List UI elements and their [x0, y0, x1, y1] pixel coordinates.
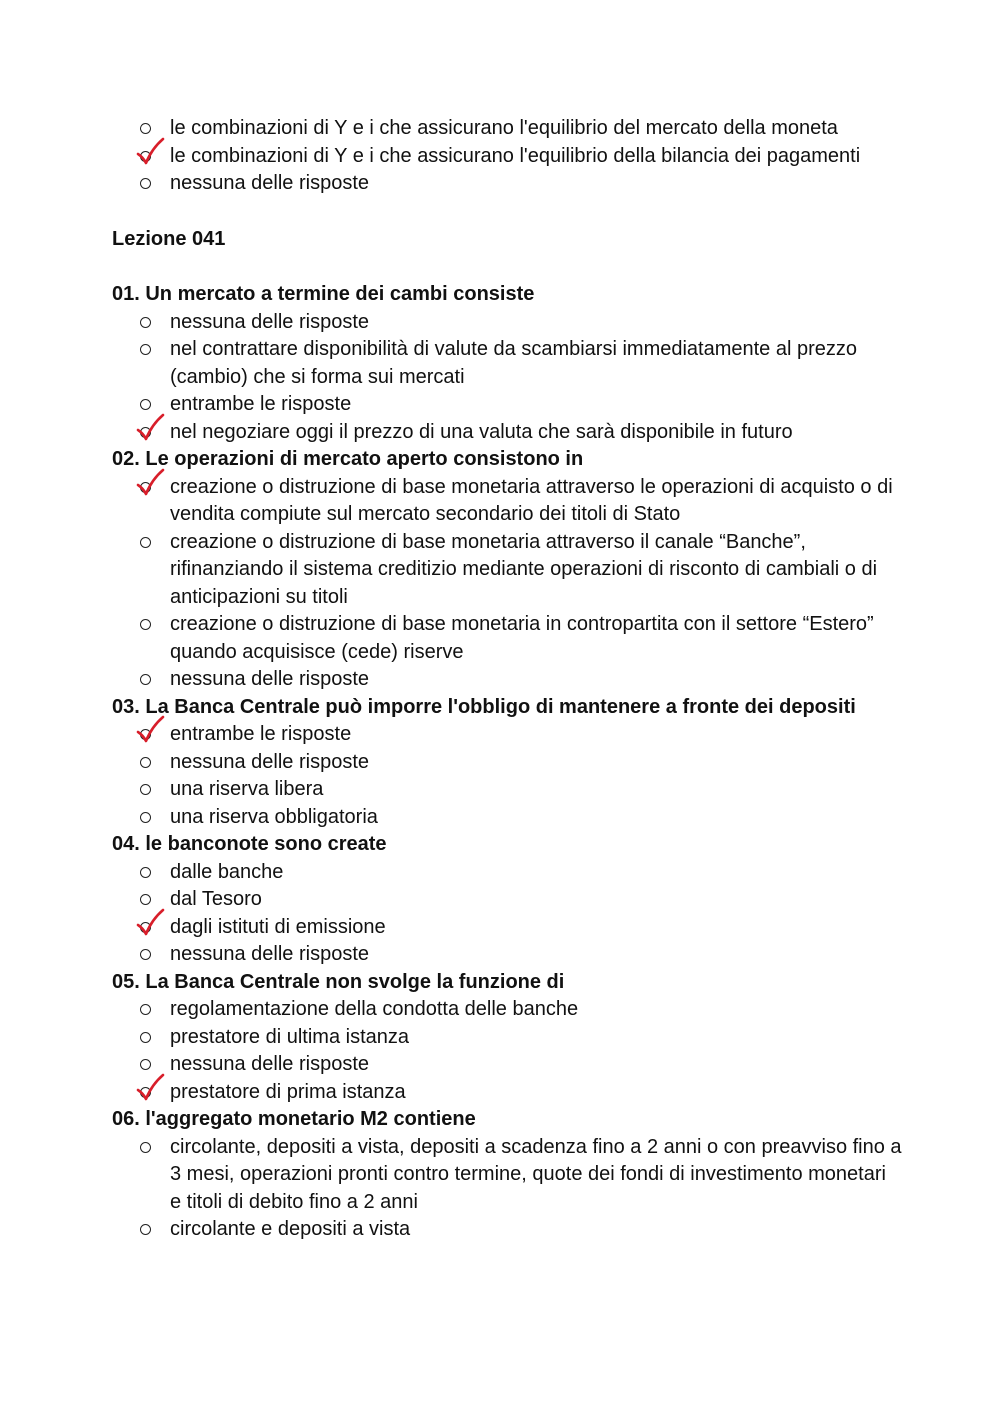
option-text: dagli istituti di emissione — [170, 915, 386, 938]
question-text: 06. l'aggregato monetario M2 contiene — [112, 1108, 476, 1130]
option-text: dal Tesoro — [170, 888, 262, 910]
option-text: le combinazioni di Y e i che assicurano l'equilibrio della bilancia dei pagamenti — [170, 144, 861, 167]
carryover-options — [112, 115, 902, 198]
question-block — [112, 281, 902, 446]
option-text: nel negoziare oggi il prezzo di una valuta che sarà disponibile in futuro — [170, 420, 793, 443]
answer-option — [112, 1134, 902, 1217]
answer-option — [112, 996, 902, 1024]
checkmark-icon — [136, 468, 166, 498]
checkmark-icon — [136, 908, 166, 938]
checkmark-icon — [136, 1073, 166, 1103]
question-block — [112, 446, 902, 694]
hollow-circle-bullet-icon — [140, 949, 151, 960]
question-text: 03. La Banca Centrale può imporre l'obbligo di mantenere a fronte dei depositi — [112, 695, 856, 718]
option-text: nessuna delle risposte — [170, 750, 370, 773]
answer-option — [112, 859, 902, 887]
option-text: nessuna delle risposte — [170, 943, 370, 965]
question-text: 04. le banconote sono create — [112, 833, 387, 855]
answer-option — [112, 776, 902, 804]
option-text: nessuna delle risposte — [170, 172, 370, 194]
option-text: nessuna delle risposte — [170, 668, 370, 690]
hollow-circle-bullet-icon — [140, 812, 151, 823]
lesson-title: Lezione 041 — [112, 227, 226, 250]
option-text: creazione o distruzione di base monetaria attraverso il canale “Banche”, rifinanziando il sistema creditizio mediante operazioni di risconto di cambiali o di anticipazioni su titoli — [170, 530, 878, 608]
hollow-circle-bullet-icon — [140, 674, 151, 685]
hollow-circle-bullet-icon — [140, 1032, 151, 1043]
answer-option — [112, 1024, 902, 1052]
answer-option — [112, 474, 902, 529]
option-text: creazione o distruzione di base monetaria in contropartita con il settore “Estero” quando acquisisce (cede) riserve — [170, 613, 874, 663]
option-text: entrambe le risposte — [170, 723, 352, 745]
hollow-circle-bullet-icon — [140, 619, 151, 630]
options-list — [112, 309, 902, 447]
hollow-circle-bullet-icon — [140, 344, 151, 355]
answer-option — [112, 529, 902, 612]
option-text: entrambe le risposte — [170, 393, 352, 415]
hollow-circle-bullet-icon — [140, 537, 151, 548]
checkmark-icon — [136, 413, 166, 443]
hollow-circle-bullet-icon — [140, 317, 151, 328]
hollow-circle-bullet-icon — [140, 757, 151, 768]
answer-option — [112, 611, 902, 666]
option-text: dalle banche — [170, 860, 284, 883]
answer-option — [112, 941, 902, 969]
options-list — [112, 859, 902, 969]
hollow-circle-bullet-icon — [140, 399, 151, 410]
hollow-circle-bullet-icon — [140, 1004, 151, 1015]
option-text: nessuna delle risposte — [170, 1053, 370, 1075]
question-block — [112, 1106, 902, 1244]
answer-option — [112, 1079, 902, 1107]
option-text: regolamentazione della condotta delle banche — [170, 998, 579, 1020]
answer-option — [112, 143, 902, 171]
question-text: 05. La Banca Centrale non svolge la funzione di — [112, 970, 565, 993]
answer-option — [112, 336, 902, 391]
hollow-circle-bullet-icon — [140, 784, 151, 795]
question-block — [112, 831, 902, 969]
options-list — [112, 474, 902, 694]
answer-option — [112, 749, 902, 777]
questions-list — [112, 281, 902, 1244]
answer-option — [112, 721, 902, 749]
hollow-circle-bullet-icon — [140, 867, 151, 878]
option-text: prestatore di prima istanza — [170, 1080, 406, 1103]
answer-option — [112, 666, 902, 694]
option-text: creazione o distruzione di base monetaria attraverso le operazioni di acquisto o di vendita compiute sul mercato secondario dei titoli di Stato — [170, 475, 893, 525]
question-block — [112, 969, 902, 1107]
options-list — [112, 996, 902, 1106]
options-list — [112, 721, 902, 831]
checkmark-icon — [136, 137, 166, 167]
answer-option — [112, 804, 902, 832]
hollow-circle-bullet-icon — [140, 123, 151, 134]
option-text: nessuna delle risposte — [170, 310, 370, 333]
answer-option — [112, 886, 902, 914]
options-list — [112, 1134, 902, 1244]
option-text: circolante, depositi a vista, depositi a scadenza fino a 2 anni o con preavviso fino a 3 mesi, operazioni pronti contro termine, quote dei fondi di investimento monetari e titoli di debito fino a 2 anni — [170, 1135, 902, 1213]
hollow-circle-bullet-icon — [140, 1142, 151, 1153]
hollow-circle-bullet-icon — [140, 894, 151, 905]
hollow-circle-bullet-icon — [140, 178, 151, 189]
answer-option — [112, 914, 902, 942]
option-text: una riserva obbligatoria — [170, 805, 378, 828]
option-text: prestatore di ultima istanza — [170, 1025, 410, 1048]
answer-option — [112, 419, 902, 447]
option-text: nel contrattare disponibilità di valute da scambiarsi immediatamente al prezzo (cambio) che si forma sui mercati — [170, 338, 858, 388]
hollow-circle-bullet-icon — [140, 1224, 151, 1235]
option-text: le combinazioni di Y e i che assicurano l'equilibrio del mercato della moneta — [170, 117, 838, 139]
answer-option — [112, 391, 902, 419]
answer-option — [112, 170, 902, 198]
checkmark-icon — [136, 715, 166, 745]
question-block — [112, 694, 902, 832]
document-content — [112, 115, 902, 1244]
option-text: una riserva libera — [170, 778, 324, 800]
answer-option — [112, 115, 902, 143]
question-text: 02. Le operazioni di mercato aperto consistono in — [112, 448, 584, 470]
answer-option — [112, 1051, 902, 1079]
question-text: 01. Un mercato a termine dei cambi consiste — [112, 283, 535, 305]
hollow-circle-bullet-icon — [140, 1059, 151, 1070]
answer-option — [112, 1216, 902, 1244]
option-text: circolante e depositi a vista — [170, 1218, 411, 1240]
answer-option — [112, 309, 902, 337]
